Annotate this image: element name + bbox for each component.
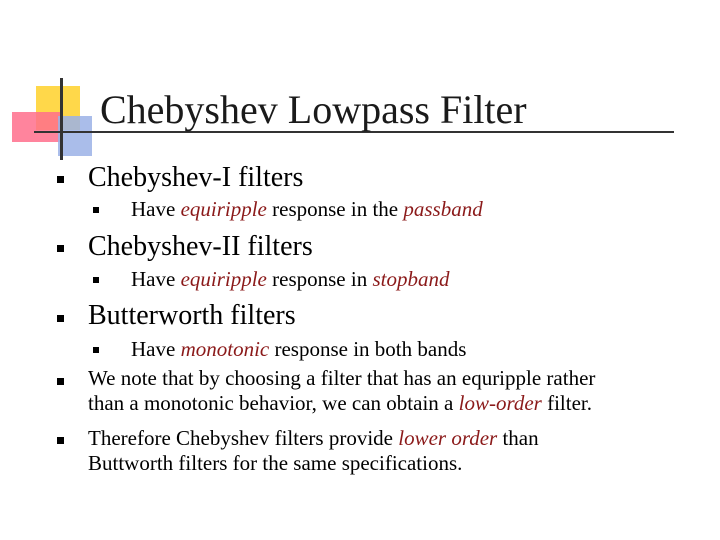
bullet-square-icon bbox=[57, 378, 64, 385]
bullet-chebyshev-i: Chebyshev-I filters bbox=[88, 162, 304, 193]
bullet-square-icon bbox=[57, 437, 64, 444]
note-lower-order: Therefore Chebyshev filters provide lower order than Buttworth filters for the same specifications. bbox=[88, 426, 539, 476]
sub-bullet-square-icon bbox=[93, 277, 99, 283]
bullet-butterworth: Butterworth filters bbox=[88, 300, 296, 331]
sub-bullet-butterworth: Have monotonic response in both bands bbox=[131, 337, 467, 361]
sub-bullet-square-icon bbox=[93, 207, 99, 213]
sub-bullet-chebyshev-ii: Have equiripple response in stopband bbox=[131, 267, 450, 291]
vertical-rule bbox=[60, 78, 63, 160]
slide-title: Chebyshev Lowpass Filter bbox=[100, 87, 527, 132]
sub-bullet-chebyshev-i: Have equiripple response in the passband bbox=[131, 197, 483, 221]
bullet-square-icon bbox=[57, 245, 64, 252]
bullet-square-icon bbox=[57, 176, 64, 183]
note-equripple: We note that by choosing a filter that has an equripple rather than a monotonic behavior, we can obtain a low-order filter. bbox=[88, 366, 596, 416]
sub-bullet-square-icon bbox=[93, 347, 99, 353]
bullet-chebyshev-ii: Chebyshev-II filters bbox=[88, 231, 313, 262]
red-square-decoration bbox=[12, 112, 60, 142]
blue-square-decoration bbox=[58, 116, 92, 156]
bullet-square-icon bbox=[57, 315, 64, 322]
